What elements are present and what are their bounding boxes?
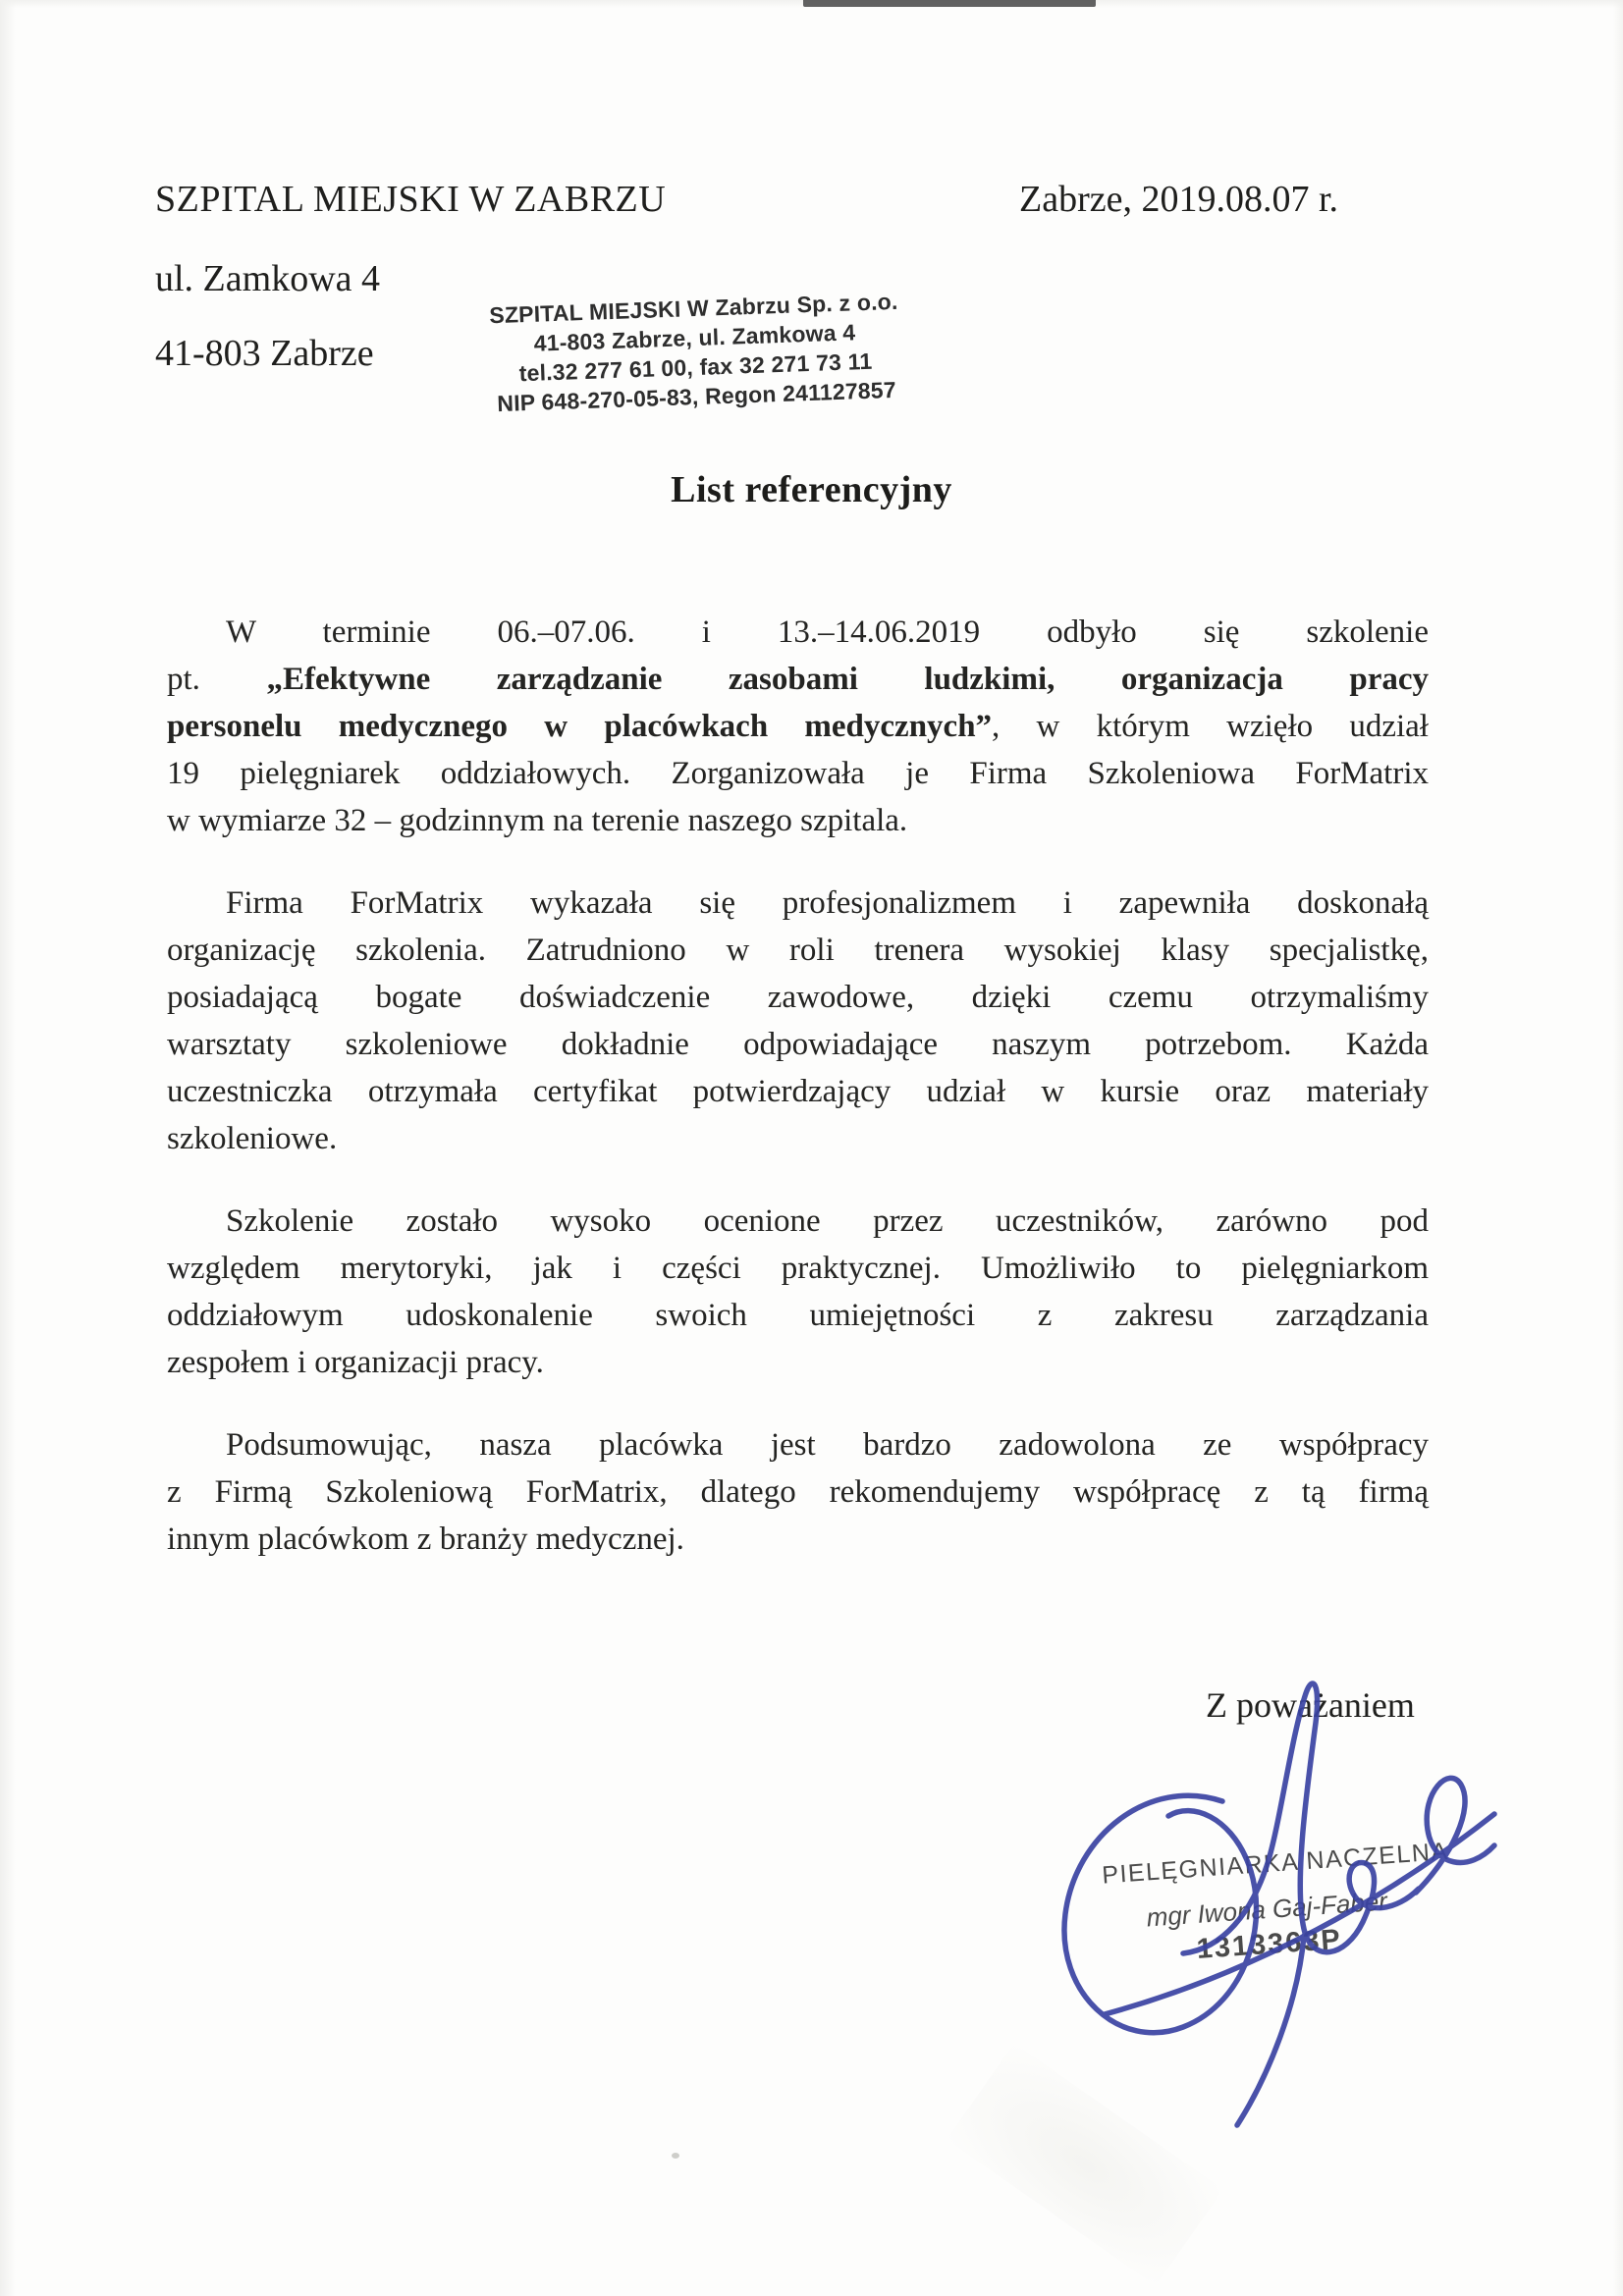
text-segment: posiadającą bogate doświadczenie zawodowe, dzięki czemu otrzymaliśmy [167,980,1429,1015]
paragraph [167,880,1429,1162]
text-segment: w wymiarze 32 – godzinnym na terenie naszego szpitala. [167,803,908,838]
text-segment: 19 pielęgniarek oddziałowych. Zorganizowała je Firma Szkoleniowa ForMatrix [167,756,1429,791]
stamp-line: SZPITAL MIEJSKI W Zabrzu Sp. z o.o. [488,288,898,329]
paragraph [167,1198,1429,1386]
paragraph [167,1421,1429,1563]
text-segment: pt. [167,662,267,697]
sender-city: 41-803 Zabrze [155,333,374,374]
sender-street: ul. Zamkowa 4 [155,258,381,299]
text-segment: zespołem i organizacji pracy. [167,1345,544,1380]
text-line [167,1068,1429,1115]
letter-title: List referencyjny [671,469,952,510]
text-line [167,750,1429,797]
scan-speck [672,2153,679,2159]
stamp-line: NIP 648-270-05-83, Regon 241127857 [496,376,897,417]
text-line [167,1468,1429,1516]
signer-name: mgr Iwona Gaj-Faber [1145,1886,1388,1933]
bold-text-segment: personelu medycznego w placówkach medycznych” [167,709,993,744]
text-line [167,1021,1429,1068]
text-segment: uczestniczka otrzymała certyfikat potwierdzający udział w kursie oraz materiały [167,1074,1429,1109]
text-line [167,1115,1429,1162]
text-segment: W terminie 06.–07.06. i 13.–14.06.2019 odbyło się szkolenie [226,614,1429,650]
text-line [167,797,1429,844]
text-line [167,1198,1429,1245]
signer-license-number: 1313363P [1195,1923,1343,1966]
text-line [167,656,1429,703]
text-line [167,1421,1429,1468]
text-line [167,880,1429,927]
stamp-line: tel.32 277 61 00, fax 32 271 73 11 [518,347,873,387]
text-line [167,1339,1429,1386]
text-segment: , w którym wzięło udział [992,709,1429,744]
text-segment: innym placówkom z branży medycznej. [167,1522,684,1557]
text-segment: z Firmą Szkoleniową ForMatrix, dlatego rekomendujemy współpracę z tą firmą [167,1474,1429,1510]
paragraph [167,609,1429,844]
dateline: Zabrze, 2019.08.07 r. [1019,179,1339,220]
sender-name: SZPITAL MIEJSKI W ZABRZU [155,179,667,220]
text-segment: Firma ForMatrix wykazała się profesjonalizmem i zapewniła doskonałą [226,885,1429,921]
scan-edge-shadow-right [1613,0,1623,2296]
stamp-line: 41-803 Zabrze, ul. Zamkowa 4 [533,319,856,356]
text-line [167,609,1429,656]
text-line [167,974,1429,1021]
letter-body [167,609,1429,1598]
scan-artifact-bar [803,0,1096,7]
handwritten-signature [1011,1669,1502,2140]
text-segment: warsztaty szkoleniowe dokładnie odpowiadające naszym potrzebom. Każda [167,1027,1429,1062]
text-line [167,703,1429,750]
scan-edge-shadow-left [0,0,16,2296]
closing-salutation: Z poważaniem [1206,1685,1415,1725]
bold-text-segment: „Efektywne zarządzanie zasobami ludzkimi, organizacja pracy [266,662,1429,697]
text-segment: szkoleniowe. [167,1121,338,1156]
text-segment: oddziałowym udoskonalenie swoich umiejętności z zakresu zarządzania [167,1298,1429,1333]
hospital-ink-stamp [487,287,903,419]
text-segment: względem merytoryki, jak i części praktycznej. Umożliwiło to pielęgniarkom [167,1251,1429,1286]
text-line [167,927,1429,974]
text-line [167,1516,1429,1563]
signer-role: PIELĘGNIARKA NACZELNA [1101,1837,1450,1890]
text-line [167,1292,1429,1339]
text-segment: organizację szkolenia. Zatrudniono w roli trenera wysokiej klasy specjalistkę, [167,933,1429,968]
text-segment: Szkolenie zostało wysoko ocenione przez uczestników, zarówno pod [226,1203,1429,1239]
text-segment: Podsumowując, nasza placówka jest bardzo zadowolona ze współpracy [226,1427,1429,1463]
signature-area [1011,1669,1502,2140]
text-line [167,1245,1429,1292]
